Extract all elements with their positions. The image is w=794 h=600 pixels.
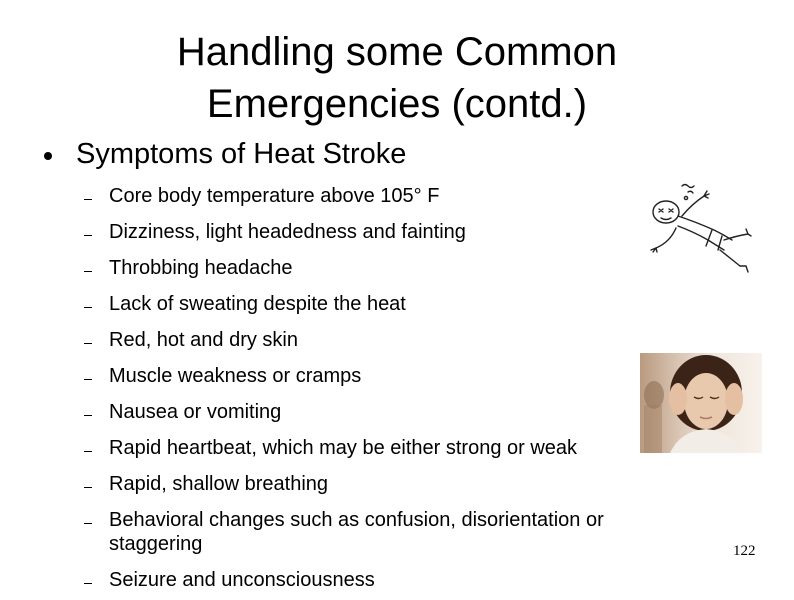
list-item-text: Behavioral changes such as confusion, disorientation or staggering bbox=[109, 509, 604, 555]
section-heading: Symptoms of Heat Stroke bbox=[76, 138, 407, 170]
bullet-dot-icon bbox=[44, 152, 52, 160]
dash-bullet-icon bbox=[84, 415, 92, 416]
list-item bbox=[84, 324, 674, 360]
dash-bullet-icon bbox=[84, 235, 92, 236]
list-item-text: Rapid, shallow breathing bbox=[109, 473, 329, 495]
list-item bbox=[84, 432, 674, 468]
dash-bullet-icon bbox=[84, 271, 92, 272]
dash-bullet-icon bbox=[84, 523, 92, 524]
dash-bullet-icon bbox=[84, 487, 92, 488]
list-item-text: Nausea or vomiting bbox=[109, 401, 282, 423]
dash-bullet-icon bbox=[84, 199, 92, 200]
slide-title bbox=[0, 26, 794, 130]
list-item bbox=[84, 396, 674, 432]
list-item-text: Dizziness, light headedness and fainting bbox=[109, 221, 466, 243]
list-item-text: Lack of sweating despite the heat bbox=[109, 293, 406, 315]
dash-bullet-icon bbox=[84, 307, 92, 308]
dash-bullet-icon bbox=[84, 451, 92, 452]
dash-bullet-icon bbox=[84, 343, 92, 344]
list-item bbox=[84, 360, 674, 396]
page-number: 122 bbox=[733, 543, 756, 559]
list-item bbox=[84, 504, 674, 564]
list-item bbox=[84, 288, 674, 324]
list-item-text: Core body temperature above 105° F bbox=[109, 185, 440, 207]
list-item-text: Red, hot and dry skin bbox=[109, 329, 298, 351]
list-item bbox=[84, 252, 674, 288]
symptom-list bbox=[84, 180, 674, 600]
dash-bullet-icon bbox=[84, 583, 92, 584]
list-item-text: Muscle weakness or cramps bbox=[109, 365, 362, 387]
title-line-1: Handling some Common bbox=[176, 30, 618, 74]
headache-photo-art bbox=[640, 353, 762, 453]
list-item-text: Seizure and unconsciousness bbox=[109, 569, 375, 591]
fainted-person-illustration bbox=[636, 180, 754, 280]
dash-bullet-icon bbox=[84, 379, 92, 380]
list-item-text: Throbbing headache bbox=[109, 257, 293, 279]
woman-with-headache-photo bbox=[640, 353, 762, 453]
list-item bbox=[84, 216, 674, 252]
list-item-text: Rapid heartbeat, which may be either strong or weak bbox=[109, 437, 578, 459]
list-item bbox=[84, 468, 674, 504]
title-line-2: Emergencies (contd.) bbox=[206, 82, 588, 126]
list-item bbox=[84, 180, 674, 216]
